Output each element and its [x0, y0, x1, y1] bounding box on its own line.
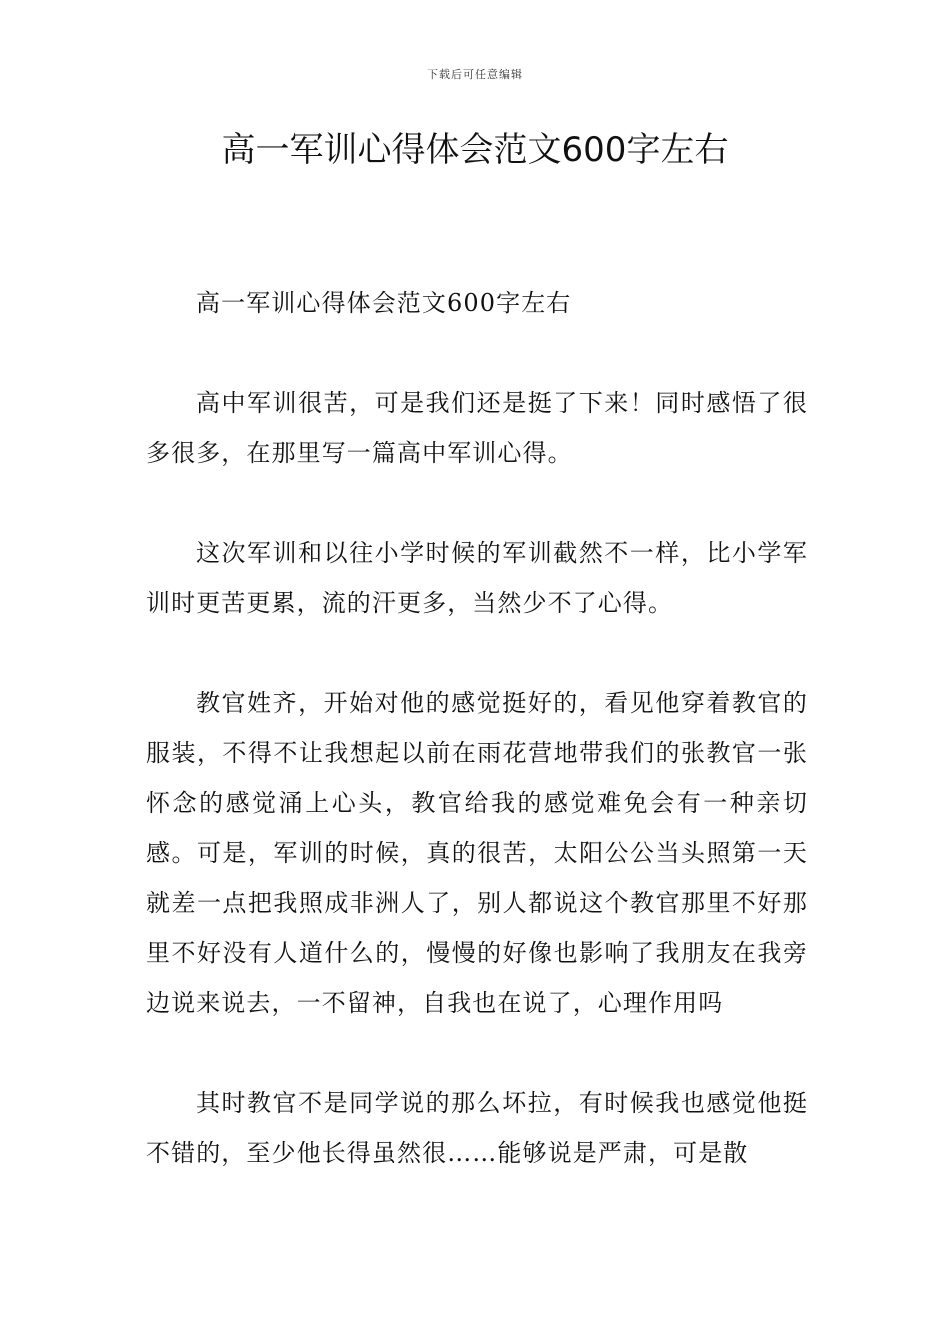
paragraph: 其时教官不是同学说的那么坏拉，有时候我也感觉他挺不错的，至少他长得虽然很……能够说是严肃，可是散 — [146, 1089, 808, 1167]
document-body — [146, 278, 808, 1228]
paragraph-subtitle: 高一军训心得体会范文600字左右 — [196, 289, 572, 317]
paragraph: 教官姓齐，开始对他的感觉挺好的，看见他穿着教官的服装，不得不让我想起以前在雨花营地带我们的张教官一张怀念的感觉涌上心头，教官给我的感觉难免会有一种亲切感。可是，军训的时候，真的很苦，太阳公公当头照第一天就差一点把我照成非洲人了，别人都说这个教官那里不好那里不好没有人道什么的，慢慢的好像也影响了我朋友在我旁边说来说去，一不留神，自我也在说了，心理作用吗 — [146, 689, 808, 1017]
document-title: 高一军训心得体会范文600字左右 — [221, 130, 729, 170]
header-note: 下载后可任意编辑 — [427, 68, 523, 81]
paragraph: 这次军训和以往小学时候的军训截然不一样，比小学军训时更苦更累，流的汗更多，当然少不了心得。 — [146, 539, 808, 617]
paragraph: 高中军训很苦，可是我们还是挺了下来！同时感悟了很多很多，在那里写一篇高中军训心得。 — [146, 389, 808, 467]
